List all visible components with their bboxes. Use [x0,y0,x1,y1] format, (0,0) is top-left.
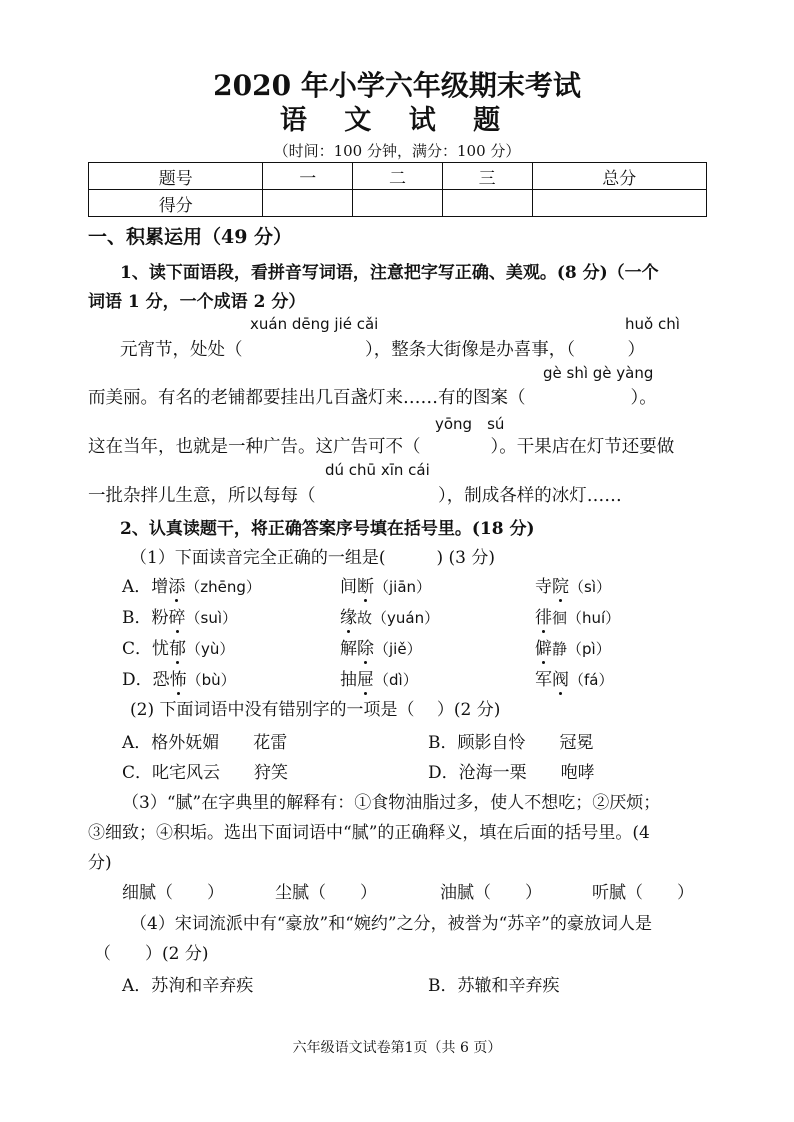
option-c-item: 解除（jiě） [340,639,422,659]
score-table [88,162,707,217]
option-a-item: 间断（jiān） [340,577,432,597]
score-cell[interactable] [442,190,532,217]
exam-subject: 语 文 试 题 [279,105,515,136]
option-b-item: 缘故（yuán） [340,608,440,628]
word-answer-slot: 尘腻（ ） [275,883,377,903]
word-answer-slot: 听腻（ ） [592,883,694,903]
pinyin-prompt: yōng sú [435,415,505,433]
score-header-cell: 二 [353,163,443,190]
option-c-item: C．忧郁（yù） [122,639,235,659]
sub-question-3-stem-cont: 分) [88,853,112,873]
option-c: C．叱宅风云 狩笑 [122,763,289,783]
sub-question-2-stem: (2) 下面词语中没有错别字的一项是（ ）(2 分) [130,700,501,720]
passage-line: 一批杂拌儿生意，所以每每（ ），制成各样的冰灯…… [88,486,622,506]
exam-title: 2020 年小学六年级期末考试 [213,69,581,102]
option-a-item: A．增添（zhēng） [122,577,261,597]
score-table-header-row [89,163,707,190]
option-c-item: 僻静（pì） [535,639,611,659]
sub-question-1-stem: （1）下面读音完全正确的一组是( ) (3 分) [130,548,495,568]
option-d-item: 抽屉（dì） [340,670,418,690]
sub-question-3-stem-cont: ③细致；④积垢。选出下面词语中“腻”的正确释义，填在后面的括号里。(4 [88,823,650,843]
question-2-stem: 2、认真读题干，将正确答案序号填在括号里。(18 分) [120,519,535,539]
sub-question-4-stem: （4）宋词流派中有“豪放”和“婉约”之分，被誉为“苏辛”的豪放词人是 [130,914,652,934]
passage-line: 元宵节，处处（ ），整条大街像是办喜事，（ ） [120,340,645,360]
option-d: D．沧海一栗 咆哮 [428,763,595,783]
exam-info: （时间：100 分钟，满分：100 分） [273,142,521,160]
score-row-label: 得分 [89,190,263,217]
score-header-cell: 一 [263,163,353,190]
page-footer: 六年级语文试卷第1页（共 6 页） [292,1040,502,1056]
option-b-item: B．粉碎（suì） [122,608,237,628]
option-a-item: 寺院（sì） [535,577,611,597]
word-answer-slot: 油腻（ ） [440,883,542,903]
option-b: B．顾影自怜 冠冕 [428,733,594,753]
score-cell[interactable] [263,190,353,217]
pinyin-prompt: xuán dēng jié cǎi [250,315,379,333]
score-cell[interactable] [353,190,443,217]
word-answer-slot: 细腻（ ） [122,883,224,903]
option-b: B．苏辙和辛弃疾 [428,976,560,996]
question-1-stem: 1、读下面语段，看拼音写词语，注意把字写正确、美观。(8 分)（一个 [120,263,659,283]
passage-line: 这在当年，也就是一种广告。这广告可不（ ）。干果店在灯节还要做 [88,437,675,457]
option-b-item: 徘徊（huí） [535,608,621,628]
score-header-cell: 总分 [532,163,706,190]
sub-question-4-stem-cont: （ ）(2 分) [94,944,209,964]
option-d-item: 军阀（fá） [535,670,614,690]
score-header-cell: 三 [442,163,532,190]
score-cell[interactable] [532,190,706,217]
pinyin-prompt: huǒ chì [625,315,680,333]
pinyin-prompt: gè shì gè yàng [543,364,654,382]
score-header-cell: 题号 [89,163,263,190]
option-a: A．苏洵和辛弃疾 [122,976,254,996]
pinyin-prompt: dú chū xīn cái [325,461,430,479]
option-d-item: D．恐怖（bù） [122,670,236,690]
passage-line: 而美丽。有名的老铺都要挂出几百盏灯来……有的图案（ ）。 [88,388,657,408]
section-heading: 一、积累运用（49 分） [88,226,293,248]
sub-question-3-stem: （3）“腻”在字典里的解释有：①食物油脂过多，使人不想吃；②厌烦； [122,793,661,813]
option-a: A．格外妩媚 花雷 [122,733,288,753]
question-1-stem-cont: 词语 1 分，一个成语 2 分） [88,292,306,312]
score-table-score-row [89,190,707,217]
